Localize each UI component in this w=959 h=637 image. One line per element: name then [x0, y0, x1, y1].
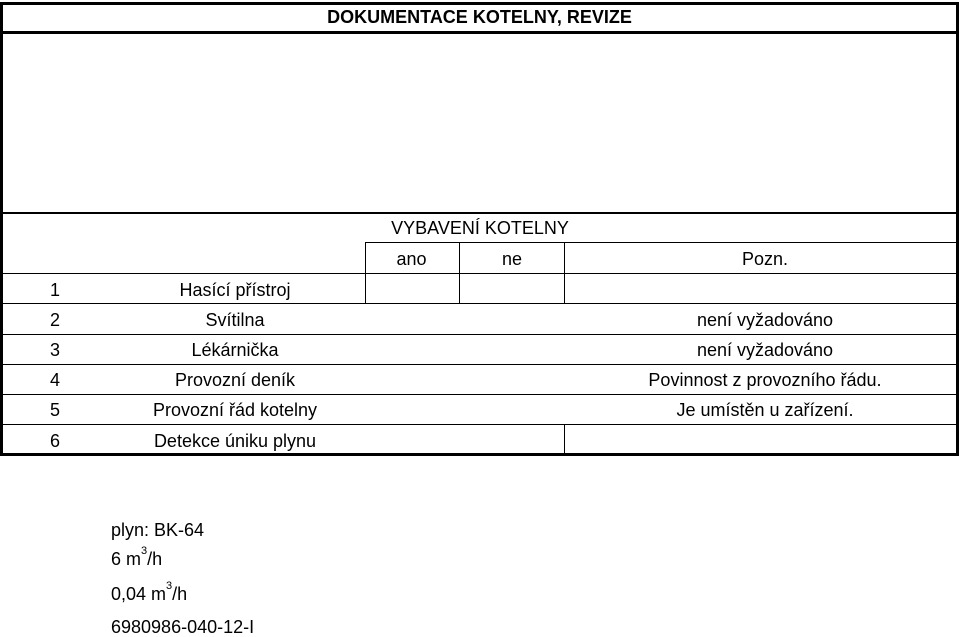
row-label: Hasící přístroj — [179, 280, 291, 300]
section-divider — [0, 212, 959, 214]
col-header-no: ne — [501, 249, 523, 269]
frame-bottom — [0, 453, 959, 456]
col-header-note: Pozn. — [741, 249, 788, 269]
row-line-1 — [0, 303, 959, 304]
gas-flow-nominal: 6 $m^3/h$ — [111, 545, 163, 569]
row-number: 4 — [49, 370, 60, 390]
row-label: Provozní deník — [174, 370, 296, 390]
section-title-underline — [365, 242, 959, 243]
col-line-note-row6 — [564, 424, 565, 454]
row-number: 6 — [49, 431, 60, 451]
row-line-3 — [0, 364, 959, 365]
col-line-yes — [365, 242, 366, 304]
row-label: Lékárnička — [191, 340, 279, 360]
frame-top — [0, 2, 959, 5]
row-number: 3 — [49, 340, 60, 360]
row-note: Povinnost z provozního řádu. — [648, 370, 882, 390]
section-title: VYBAVENÍ KOTELNY — [391, 218, 569, 238]
row-number: 2 — [49, 310, 60, 330]
row-number: 5 — [49, 400, 60, 420]
gas-flow-minimal: 0,04 $m^3/h$ — [111, 580, 188, 604]
row-label: Detekce úniku plynu — [153, 431, 317, 451]
title-divider — [0, 31, 959, 34]
row-line-5 — [0, 424, 959, 425]
row-note: není vyžadováno — [696, 340, 834, 360]
row-note: Je umístěn u zařízení. — [676, 400, 854, 420]
col-header-yes: ano — [396, 249, 427, 269]
col-line-no — [459, 242, 460, 304]
row-label: Svítilna — [205, 310, 265, 330]
row-line-2 — [0, 334, 959, 335]
serial-number: 6980986-040-12-I — [111, 617, 255, 637]
header-row-line — [0, 273, 959, 274]
row-note: není vyžadováno — [696, 310, 834, 330]
row-label: Provozní řád kotelny — [152, 400, 318, 420]
gas-type: plyn: BK-64 — [111, 520, 205, 540]
row-number: 1 — [49, 280, 60, 300]
col-line-note — [564, 242, 565, 304]
document-title: DOKUMENTACE KOTELNY, REVIZE — [327, 7, 632, 27]
row-line-4 — [0, 394, 959, 395]
frame-left — [0, 2, 3, 456]
